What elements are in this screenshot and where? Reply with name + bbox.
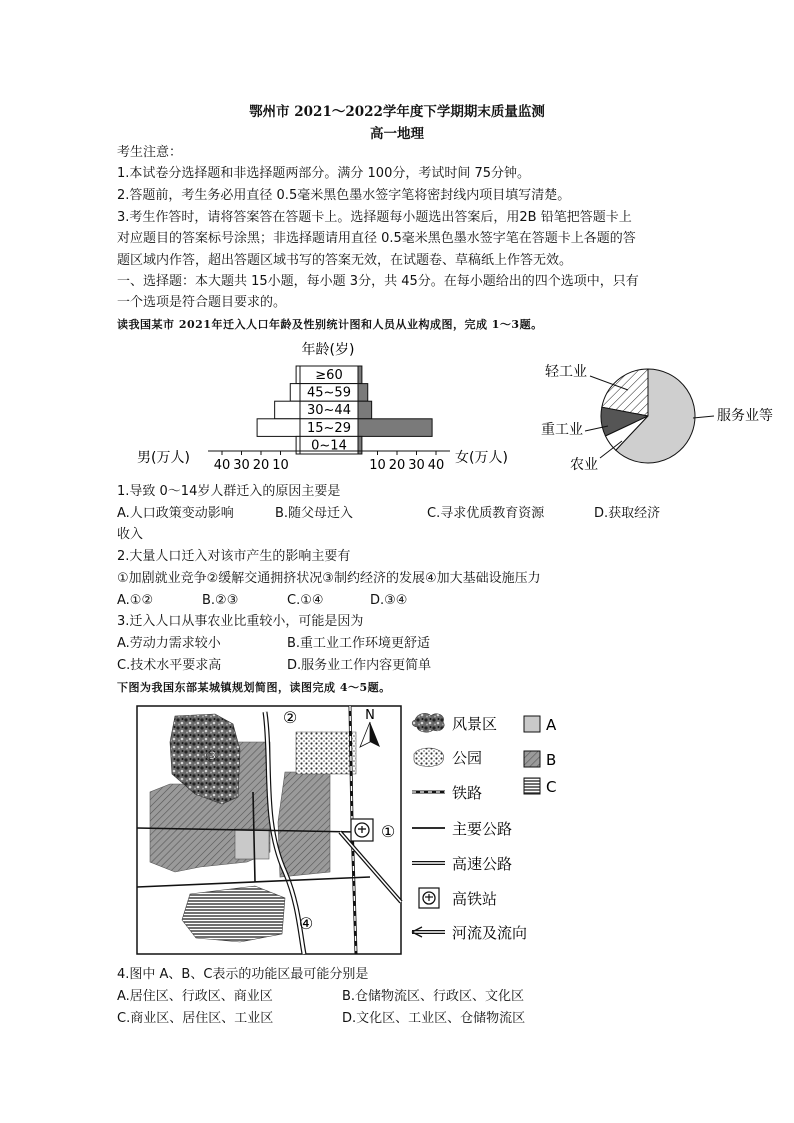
question-4-option-b: B.仓储物流区、行政区、文化区 bbox=[342, 989, 525, 1004]
question-1-option-a: A.人口政策变动影响 bbox=[117, 506, 234, 521]
question-1-stem: 1.导致 0～14岁人群迁入的原因主要是 bbox=[117, 484, 341, 499]
question-3-option-d: D.服务业工作内容更简单 bbox=[287, 658, 432, 673]
question-1-option-d: D.获取经济 bbox=[594, 506, 661, 521]
question-2-statements: ①加剧就业竞争②缓解交通拥挤状况③制约经济的发展④加大基础设施压力 bbox=[117, 571, 541, 586]
age-group-label: 15~29 bbox=[307, 420, 351, 436]
zone-b-east bbox=[278, 772, 330, 877]
notice-item: 2.答题前，考生务必用直径 0.5毫米黑色墨水签字笔将密封线内项目填写清楚。 bbox=[117, 188, 571, 203]
female-bar bbox=[358, 366, 362, 384]
pie-label-light-industry: 轻工业 bbox=[545, 364, 587, 380]
reading-intro-2: 下图为我国东部某城镇规划简图，读图完成 4～5题。 bbox=[117, 681, 391, 694]
legend-park: 公园 bbox=[452, 749, 483, 767]
legend-zone-b: B bbox=[546, 751, 557, 769]
legend-zone-a-symbol bbox=[524, 716, 540, 732]
legend-zone-c: C bbox=[546, 778, 557, 796]
question-4-option-a: A.居住区、行政区、商业区 bbox=[117, 989, 273, 1004]
pyramid-tick-label: 20 bbox=[388, 458, 406, 473]
male-axis-label: 男(万人) bbox=[137, 450, 190, 466]
question-3-option-c: C.技术水平要求高 bbox=[117, 658, 222, 673]
question-2-option-b: B.②③ bbox=[202, 593, 239, 608]
question-2-stem: 2.大量人口迁入对该市产生的影响主要有 bbox=[117, 549, 351, 564]
male-bar bbox=[275, 401, 300, 419]
female-bar bbox=[358, 401, 372, 419]
question-4-option-c: C.商业区、居住区、工业区 bbox=[117, 1011, 274, 1026]
legend-zone-a: A bbox=[546, 716, 557, 734]
pie-label-agriculture: 农业 bbox=[570, 457, 598, 473]
park bbox=[296, 732, 356, 774]
male-bar bbox=[296, 366, 300, 384]
male-bar bbox=[257, 419, 300, 437]
exam-title: 鄂州市 2021～2022学年度下学期期末质量监测 bbox=[249, 104, 545, 120]
legend-park-symbol bbox=[414, 748, 444, 766]
question-3-option-b: B.重工业工作环境更舒适 bbox=[287, 636, 431, 651]
map-marker-3: ③ bbox=[204, 746, 220, 765]
age-group-label: 0~14 bbox=[311, 438, 347, 454]
pyramid-tick-label: 10 bbox=[272, 458, 289, 473]
female-axis-label: 女(万人) bbox=[455, 450, 508, 466]
question-4-option-d: D.文化区、工业区、仓储物流区 bbox=[342, 1011, 526, 1026]
pie-label-heavy-industry: 重工业 bbox=[541, 422, 583, 438]
question-2-option-c: C.①④ bbox=[287, 593, 324, 608]
pyramid-tick-label: 40 bbox=[213, 458, 231, 473]
age-group-label: 30~44 bbox=[307, 403, 351, 419]
legend-scenic: 风景区 bbox=[452, 715, 498, 733]
pyramid-tick-label: 30 bbox=[233, 458, 250, 473]
map-marker-2: ② bbox=[282, 708, 298, 727]
female-bar bbox=[358, 419, 432, 437]
map-marker-1: ① bbox=[380, 822, 396, 841]
pyramid-tick-label: 20 bbox=[252, 458, 270, 473]
notice-item: 题区域内作答，超出答题区域书写的答案无效，在试题卷、草稿纸上作答无效。 bbox=[117, 253, 573, 268]
notice-item: 1.本试卷分选择题和非选择题两部分。满分 100分，考试时间 75分钟。 bbox=[117, 166, 531, 181]
map-legend bbox=[412, 713, 557, 942]
zone-a bbox=[235, 829, 269, 859]
legend-expressway: 高速公路 bbox=[452, 855, 513, 873]
pyramid-y-title: 年龄(岁) bbox=[301, 342, 355, 358]
section-heading-cont: 一个选项是符合题目要求的。 bbox=[117, 295, 287, 310]
legend-main-road: 主要公路 bbox=[452, 820, 513, 838]
legend-river: 河流及流向 bbox=[452, 924, 528, 942]
north-label: N bbox=[365, 708, 375, 723]
legend-station: 高铁站 bbox=[452, 890, 498, 908]
question-1-option-c: C.寻求优质教育资源 bbox=[427, 506, 545, 521]
pyramid-tick-label: 10 bbox=[369, 458, 386, 473]
legend-zone-c-symbol bbox=[524, 778, 540, 794]
reading-intro-1: 读我国某市 2021年迁入人口年龄及性别统计图和人员从业构成图，完成 1～3题。 bbox=[117, 318, 543, 331]
question-1-option-d-cont: 收入 bbox=[117, 527, 144, 542]
age-group-label: 45~59 bbox=[307, 385, 351, 401]
notice-heading: 考生注意： bbox=[117, 145, 183, 160]
pie-label-services: 服务业等 bbox=[717, 408, 773, 424]
question-1-option-b: B.随父母迁入 bbox=[275, 506, 354, 521]
notice-item: 对应题目的答案标号涂黑；非选择题请用直径 0.5毫米黑色墨水签字笔在答题卡上各题的答 bbox=[117, 231, 636, 246]
section-heading: 一、选择题：本大题共 15小题，每小题 3分，共 45分。在每小题给出的四个选项中，只有 bbox=[117, 274, 639, 289]
legend-railway: 铁路 bbox=[452, 784, 483, 802]
question-4-stem: 4.图中 A、B、C表示的功能区最可能分别是 bbox=[117, 967, 369, 982]
question-3-option-a: A.劳动力需求较小 bbox=[117, 636, 221, 651]
question-3-stem: 3.迁入人口从事农业比重较小，可能是因为 bbox=[117, 614, 364, 629]
legend-scenic-symbol bbox=[412, 713, 444, 732]
zone-c bbox=[182, 886, 285, 942]
town-plan-map bbox=[0, 702, 794, 957]
male-bar bbox=[290, 384, 300, 402]
female-bar bbox=[358, 384, 368, 402]
legend-zone-b-symbol bbox=[524, 751, 540, 767]
map-marker-4: ④ bbox=[298, 914, 314, 933]
question-2-option-d: D.③④ bbox=[370, 593, 408, 608]
pyramid-tick-label: 30 bbox=[408, 458, 425, 473]
notice-item: 3.考生作答时，请将答案答在答题卡上。选择题每小题选出答案后，用2B 铅笔把答题卡上 bbox=[117, 210, 632, 225]
exam-subject: 高一地理 bbox=[370, 126, 424, 142]
pie-leader-services bbox=[693, 416, 714, 418]
pyramid-tick-label: 40 bbox=[427, 458, 445, 473]
age-group-label: ≥60 bbox=[315, 368, 343, 383]
migration-figure bbox=[0, 338, 794, 478]
question-2-option-a: A.①② bbox=[117, 593, 154, 608]
